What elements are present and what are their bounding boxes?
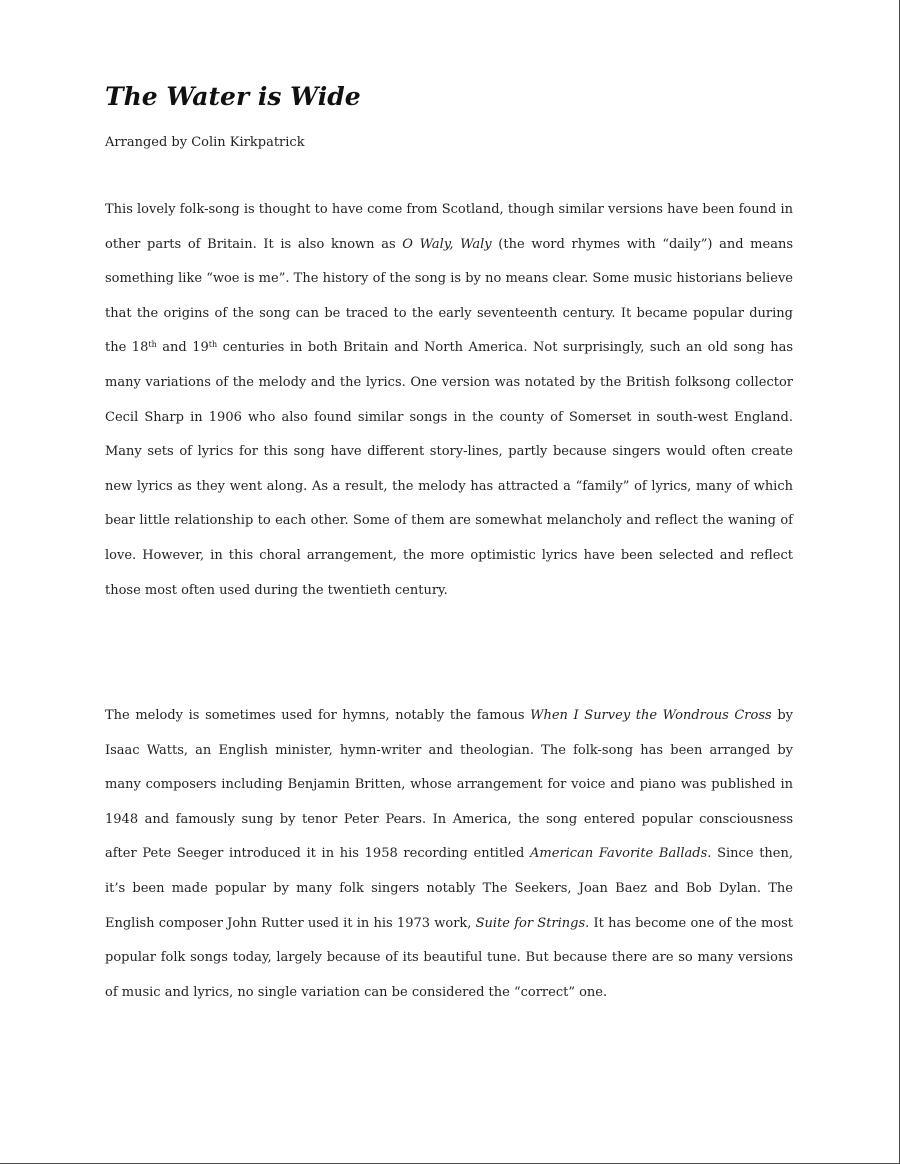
paragraph-text: . It has become one of the most popular folk songs today, largely because of its beautiful tune. But because there are so many versions of music and lyrics, no single variation can be considered the “correct” one. — [105, 915, 793, 1000]
paragraph-text: and 19 — [156, 340, 209, 356]
alternate-song-title: O Waly, Waly — [402, 236, 492, 252]
hymn-title: When I Survey the Wondrous Cross — [530, 708, 772, 723]
paragraph-text: . Since then, it’s been made popular by many folk singers notably The Seekers, Joan Baez and Bob Dylan. The English composer John Rutter used it in his 1973 work, — [105, 846, 793, 931]
paragraph-legacy — [105, 699, 793, 1010]
ordinal-suffix: th — [148, 340, 157, 350]
document-title: The Water is Wide — [105, 82, 361, 111]
album-title: American Favorite Ballads — [530, 846, 708, 862]
paragraph-history — [105, 193, 793, 608]
paragraph-text: The melody is sometimes used for hymns, notably the famous — [105, 708, 531, 723]
work-title: Suite for Strings — [475, 915, 586, 931]
paragraph-text: by Isaac Watts, an English minister, hymn-writer and theologian. The folk-song has been arranged by many composers including Benjamin Britten, whose arrangement for voice and piano was published in 1948 and famously sung by tenor Peter Pears. In America, the song entered popular consciousness after Pete Seeger introduced it in his 1958 recording entitled — [105, 708, 793, 862]
arranger-credit: Arranged by Colin Kirkpatrick — [105, 135, 305, 150]
paragraph-text: centuries in both Britain and North America. Not surprisingly, such an old song has many variations of the melody and the lyrics. One version was notated by the British folksong collector Cecil Sharp in 1906 who also found similar songs in the county of Somerset in south-west England. Many sets of lyrics for this song have different story-lines, partly because singers would often create new lyrics as they went along. As a result, the melody has attracted a “family” of lyrics, many of which bear little relationship to each other. Some of them are somewhat melancholy and reflect the waning of love. However, in this choral arrangement, the more optimistic lyrics have been selected and reflect those most often used during the twentieth century. — [105, 340, 794, 598]
paragraph-text: (the word rhymes with “daily”) and means something like “woe is me”. The history of the song is by no means clear. Some music historians believe that the origins of the song can be traced to the early seventeenth century. It became popular during the 18 — [105, 236, 793, 356]
paragraph-text: This lovely folk-song is thought to have come from Scotland, though similar versions have been found in other parts of Britain. It is also known as — [105, 202, 793, 252]
ordinal-suffix: th — [208, 340, 218, 350]
